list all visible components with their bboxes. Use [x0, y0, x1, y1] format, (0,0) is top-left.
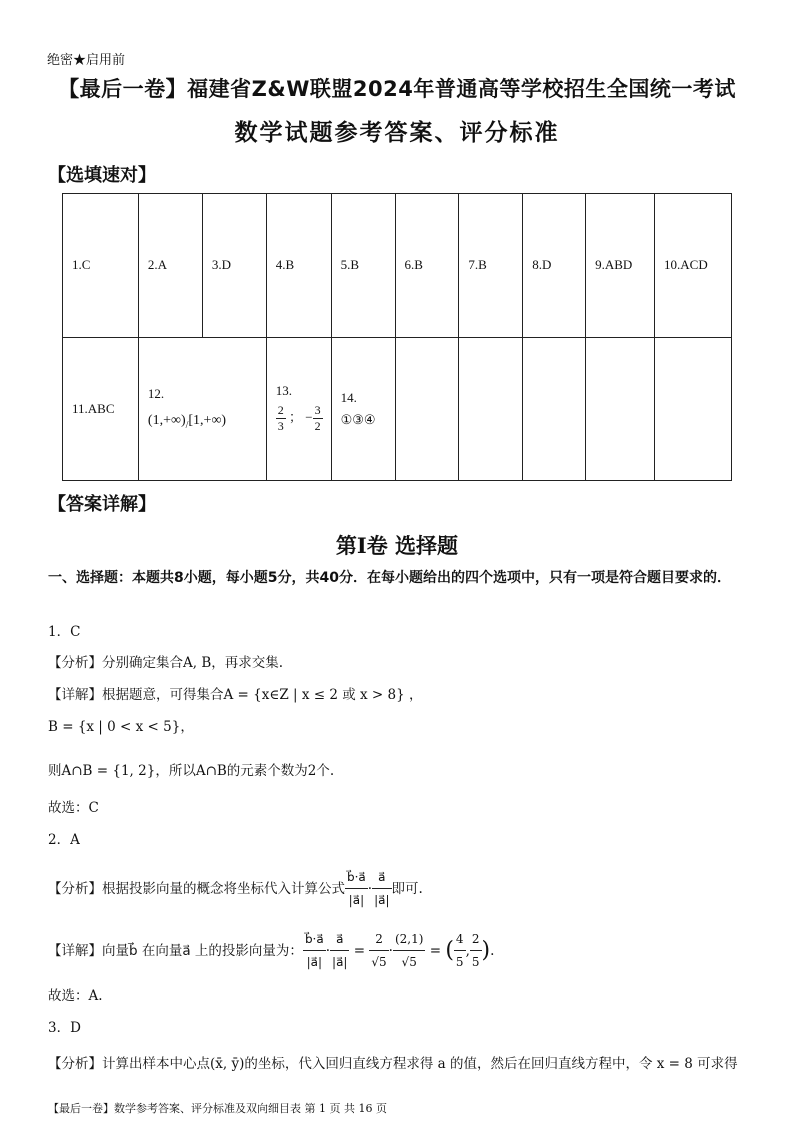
- answer-row: [63, 194, 732, 338]
- answer-cell: 4.B: [266, 194, 331, 338]
- q3-analysis: 【分析】计算出样本中心点(x̄, ȳ)的坐标，代入回归直线方程求得 a 的值，然后在回归直线方程中，令 x = 8 可求得: [48, 1056, 738, 1072]
- q1-detail: 【详解】根据题意，可得集合A = {x∈Z | x ≤ 2 或 x > 8} ，: [48, 687, 423, 703]
- document-title: 数学试题参考答案、评分标准: [234, 120, 560, 146]
- answer-cell-13: [266, 337, 331, 481]
- quick-answers-heading: 【选填速对】: [48, 165, 156, 186]
- q2-detail-text: 【详解】向量b⃗ 在向量a⃗ 上的投影向量为：: [48, 942, 303, 959]
- answer-cell: 7.B: [459, 194, 523, 338]
- fraction: $\frac{4}{5}$: [454, 928, 466, 973]
- empty-cell: [523, 337, 586, 481]
- q1-result: 则A∩B = {1, 2}，所以A∩B的元素个数为2个.: [48, 763, 335, 779]
- answer-cell: 5.B: [331, 194, 395, 338]
- answer-12-value: (1,+∞): [147, 412, 186, 428]
- answer-cell: 9.ABD: [586, 194, 655, 338]
- empty-cell: [395, 337, 459, 481]
- q2-analysis-text: 【分析】根据投影向量的概念将坐标代入计算公式: [48, 880, 345, 897]
- fraction: $\frac{3}{2}$: [314, 403, 321, 434]
- dot-operator: ·: [367, 880, 373, 897]
- answer-cell: 6.B: [395, 194, 459, 338]
- q2-analysis-tail: 即可.: [391, 880, 423, 897]
- q1-choice: 故选：C: [48, 800, 99, 816]
- q1-set-b: B = {x | 0 < x < 5}，: [48, 719, 194, 735]
- answer-12-label: 12.: [147, 385, 165, 401]
- answer-13-separator: ；: [289, 409, 303, 425]
- fraction: $\frac{2}{3}$: [277, 403, 284, 434]
- answer-14-label: 14.: [340, 389, 357, 405]
- answer-cell-14: [331, 337, 395, 481]
- fraction: $\frac{(2,1)}{√5}$: [393, 928, 425, 973]
- period: .: [490, 942, 495, 959]
- answer-12-value-alt: [1,+∞): [188, 412, 227, 428]
- answer-cell: 10.ACD: [655, 194, 732, 338]
- section-intro: 一、选择题：本题共8小题，每小题5分，共40分．在每小题给出的四个选项中，只有一项是符合题目要求的．: [48, 570, 731, 586]
- empty-cell: [459, 337, 523, 481]
- answer-12-separator: /: [185, 419, 189, 431]
- answer-cell: 2.A: [138, 194, 202, 338]
- right-paren: ): [481, 937, 491, 963]
- fraction: $\frac{b⃗\cdot a⃗}{|a⃗|}$: [303, 928, 326, 973]
- answer-13-label: 13.: [275, 383, 292, 399]
- answer-cell: 1.C: [63, 194, 139, 338]
- q2-detail: [48, 928, 494, 973]
- dot-operator: ·: [388, 942, 393, 959]
- part-title: 第Ⅰ卷 选择题: [335, 533, 459, 558]
- fraction: $\frac{b⃗\cdot a⃗}{|a⃗|}$: [345, 866, 368, 911]
- answer-cell: 8.D: [523, 194, 586, 338]
- answer-row: [63, 337, 732, 481]
- answer-cell: 3.D: [202, 194, 266, 338]
- q2-analysis: [48, 866, 423, 911]
- answer-details-heading: 【答案详解】: [48, 494, 156, 515]
- exam-title: 【最后一卷】福建省Z&W联盟2024年普通高等学校招生全国统一考试: [58, 77, 736, 101]
- answer-14-value: ①③④: [340, 411, 376, 427]
- fraction: $\frac{2}{√5}$: [369, 928, 388, 973]
- equals-sign: =: [425, 942, 446, 959]
- empty-cell: [655, 337, 732, 481]
- fraction: $\frac{a⃗}{|a⃗|}$: [330, 928, 349, 973]
- answer-cell-12: [138, 337, 266, 481]
- q2-choice: 故选：A.: [48, 988, 103, 1004]
- equals-sign: =: [349, 942, 370, 959]
- dot-operator: ·: [325, 942, 331, 959]
- q3-number: 3．D: [48, 1020, 81, 1036]
- q2-number: 2．A: [48, 832, 80, 848]
- fraction: $\frac{a⃗}{|a⃗|}$: [372, 866, 391, 911]
- answer-table: [62, 193, 732, 481]
- fraction: $\frac{2}{5}$: [470, 928, 482, 973]
- page-footer: 【最后一卷】数学参考答案、评分标准及双向细目表 第 1 页 共 16 页: [48, 1102, 387, 1115]
- q1-number: 1．C: [48, 624, 81, 640]
- confidential-label: 绝密★启用前: [47, 53, 126, 68]
- answer-cell: 11.ABC: [63, 337, 139, 481]
- q1-analysis: 【分析】分别确定集合A, B，再求交集.: [48, 655, 284, 671]
- left-paren: (: [445, 937, 454, 963]
- comma: ,: [465, 942, 470, 959]
- minus-sign: −: [305, 409, 313, 425]
- empty-cell: [586, 337, 655, 481]
